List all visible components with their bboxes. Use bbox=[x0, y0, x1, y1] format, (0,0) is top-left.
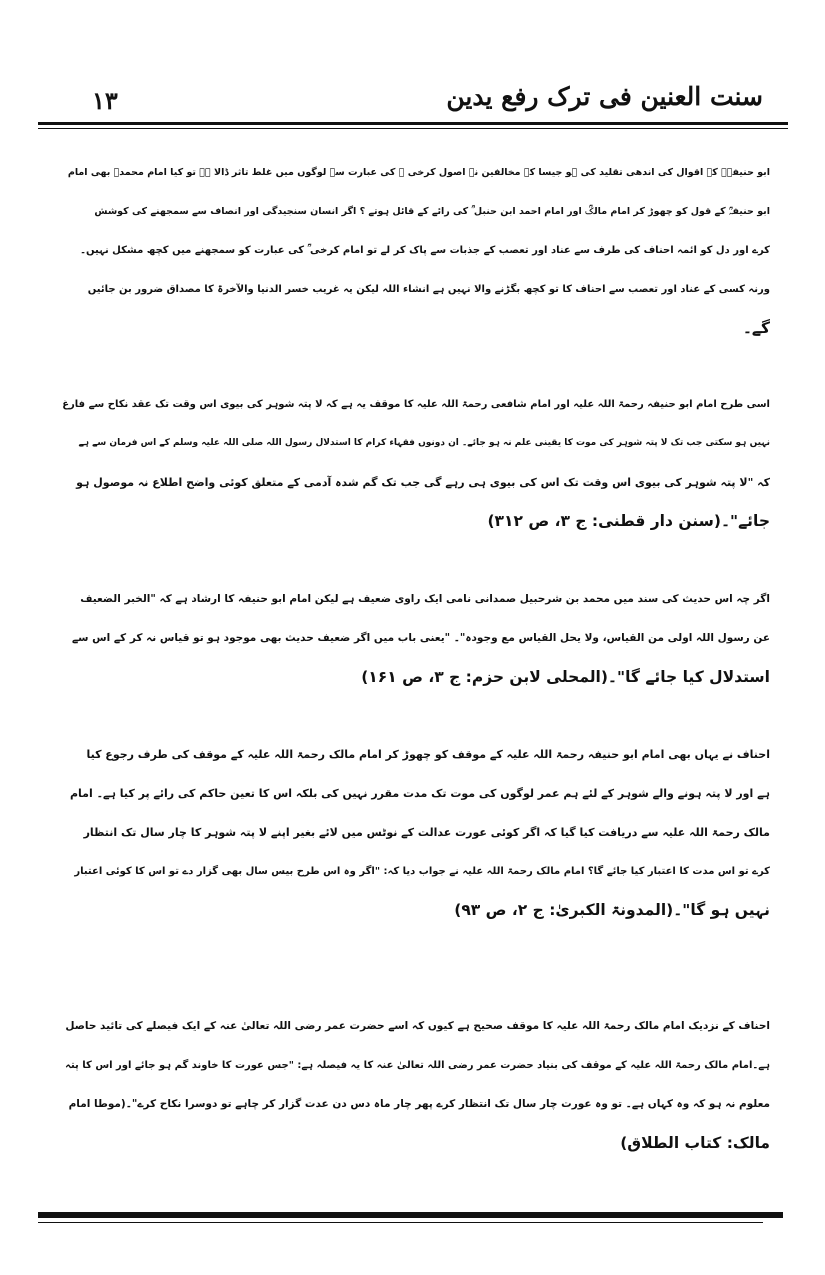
text-line: احناف کے نزدیک امام مالک رحمۃ اللہ علیہ کا موقف صحیح ہے کیوں کہ اسے حضرت عمر رضی اللہ تعالیٰ عنہ کے ایک فیصلے کی تائید حاصل bbox=[65, 1020, 770, 1032]
text-line: ورنہ کسی کے عناد اور تعصب سے احناف کا تو کچھ بگڑنے والا نہیں ہے انشاء اللہ لیکن یہ غریب خسر الدنیا والآخرۃ کا مصداق ضرور بن جائیں bbox=[87, 284, 770, 295]
footer-rule bbox=[38, 1212, 783, 1218]
text-line: اسی طرح امام ابو حنیفہ رحمۃ اللہ علیہ اور امام شافعی رحمۃ اللہ علیہ کا موقف یہ ہے کہ لا پتہ شوہر کی بیوی اس وقت تک عقد نکاح سے فارغ bbox=[62, 399, 770, 410]
paragraph-imam-abu-hanifa-opinions bbox=[60, 153, 770, 348]
text-line: مالک رحمۃ اللہ علیہ سے دریافت کیا گیا کہ اگر کوئی عورت عدالت کے نوٹس میں لائے بغیر اپنے لا پتہ شوہر کا چار سال تک انتظار bbox=[83, 826, 770, 839]
text-line: استدلال کیا جائے گا"۔(المحلی لابن حزم: ج ۳، ص ۱۶۱) bbox=[361, 668, 770, 686]
text-line: ہے۔امام مالک رحمۃ اللہ علیہ کے موقف کی بنیاد حضرت عمر رضی اللہ تعالیٰ عنہ کا یہ فیصلہ ہے: "جس عورت کا خاوند گم ہو جائے اور اس کا پتہ bbox=[65, 1060, 770, 1071]
text-line: عن رسول اللہ اولی من القیاس، ولا یحل القیاس مع وجودہ"۔ "یعنی باب میں اگر ضعیف حدیث بھی موجود ہو تو قیاس نہ کر کے اس سے bbox=[72, 632, 770, 644]
header-rule bbox=[38, 122, 788, 125]
text-line: گے۔ bbox=[742, 319, 770, 337]
text-line: کرے اور دل کو ائمہ احناف کی طرف سے عناد اور تعصب کے جذبات سے پاک کر لے تو امام کرخی ؒ کی عبارت کو سمجھنے میں کچھ مشکل نہیں۔ bbox=[80, 245, 770, 256]
paragraph-hadith-chain bbox=[60, 580, 770, 697]
text-line: ہے اور لا پتہ ہونے والے شوہر کے لئے ہم عمر لوگوں کی موت تک مدت مقرر نہیں کی بلکہ اس کا تعین حاکم کی رائے پر کیا ہے۔ امام bbox=[69, 787, 770, 800]
paragraph-umar-ruling bbox=[60, 1007, 770, 1163]
text-line: نہیں ہو گا"۔(المدونۃ الکبریٰ: ج ۲، ص ۹۳) bbox=[454, 901, 770, 919]
paragraph-imam-malik-position bbox=[60, 735, 770, 930]
text-line: نہیں ہو سکتی جب تک لا پتہ شوہر کی موت کا یقینی علم نہ ہو جائے۔ ان دونوں فقہاء کرام کا استدلال رسول اللہ صلی اللہ علیہ وسلم کے اس فرمان سے ہے bbox=[78, 438, 770, 448]
text-line: کہ "لا پتہ شوہر کی بیوی اس وقت تک اس کی بیوی ہی رہے گی جب تک گم شدہ آدمی کے متعلق کوئی واضح اطلاع نہ موصول ہو bbox=[76, 476, 770, 489]
page-number: ۱۳ bbox=[92, 86, 118, 115]
header-rule-thin bbox=[38, 128, 788, 129]
text-line: ابو حنیفہؒ کے قول کو چھوڑ کر امام مالکؒ اور امام احمد ابن حنبل ؒ کی رائے کے قائل ہوتے ؟ اگر انسان سنجیدگی اور انصاف سے سمجھنے کی کوشش bbox=[94, 206, 770, 217]
footer-rule-thin bbox=[38, 1222, 763, 1223]
paragraph-missing-husband-ruling bbox=[60, 385, 770, 541]
text-line: اگر چہ اس حدیث کی سند میں محمد بن شرحبیل صمدانی نامی ایک راوی ضعیف ہے لیکن امام ابو حنیفہ کا ارشاد ہے کہ "الخبر الضعیف bbox=[80, 593, 770, 605]
text-line: معلوم نہ ہو کہ وہ کہاں ہے۔ تو وہ عورت چار سال تک انتظار کرے پھر چار ماہ دس دن عدت گزار کر چاہے تو دوسرا نکاح کرے"۔(موطا امام bbox=[68, 1098, 770, 1110]
running-header-title: سنت العنین فی ترک رفع یدین bbox=[446, 82, 763, 111]
text-line: مالک: کتاب الطلاق) bbox=[620, 1134, 770, 1152]
text-line: جائے"۔(سنن دار قطنی: ج ۳، ص ۳۱۲) bbox=[487, 512, 770, 530]
text-line: احناف نے یہاں بھی امام ابو حنیفہ رحمۃ اللہ علیہ کے موقف کو چھوڑ کر امام مالک رحمۃ اللہ علیہ کے موقف کی طرف رجوع کیا bbox=[86, 748, 770, 761]
text-line: ابو حنیفہؒ کے اقوال کی اندھی تقلید کی ہو جیسا کہ مخالفین نے اصول کرخی ؒ کی عبارت سے لوگوں میں غلط تاثر ڈالا ہے تو کیا امام محمدؒ بھی امام bbox=[67, 167, 770, 178]
text-line: کرے تو اس مدت کا اعتبار کیا جائے گا؟ امام مالک رحمۃ اللہ علیہ نے جواب دیا کہ: "اگر وہ اس طرح بیس سال بھی گزار دے تو اس کا کوئی اعتبار bbox=[74, 866, 770, 877]
